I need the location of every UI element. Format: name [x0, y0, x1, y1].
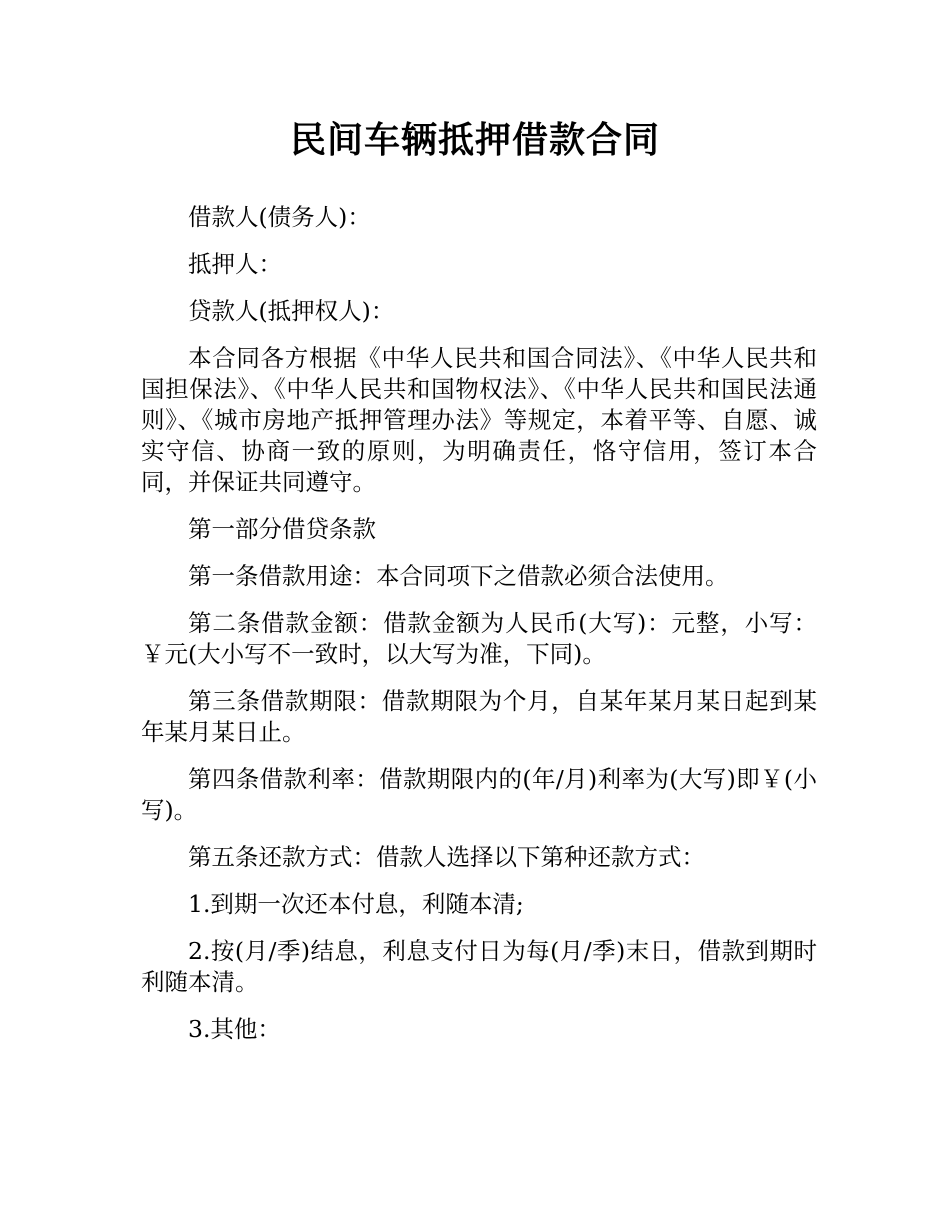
article-2-amount: 第二条借款金额：借款金额为人民币(大写)：元整，小写：￥元(大小写不一致时，以大写为准，下同)。 [141, 609, 817, 668]
document-title: 民间车辆抵押借款合同 [289, 120, 660, 161]
repayment-option-3: 3.其他： [188, 1015, 281, 1043]
article-5-repayment: 第五条还款方式：借款人选择以下第种还款方式： [188, 843, 705, 871]
document-body [141, 202, 817, 1061]
mortgagor-line: 抵押人： [188, 250, 282, 278]
borrower-line: 借款人(债务人)： [188, 203, 371, 231]
article-1-purpose: 第一条借款用途：本合同项下之借款必须合法使用。 [188, 562, 729, 590]
repayment-option-1: 1.到期一次还本付息，利随本清; [188, 890, 524, 918]
preamble-paragraph: 本合同各方根据《中华人民共和国合同法》、《中华人民共和国担保法》、《中华人民共和国物权法》、《中华人民共和国民法通则》、《城市房地产抵押管理办法》等规定，本着平等、自愿、诚实守信、协商一致的原则，为明确责任，恪守信用，签订本合同，并保证共同遵守。 [141, 344, 817, 496]
section-heading-part-one: 第一部分借贷条款 [188, 515, 376, 543]
lender-line: 贷款人(抵押权人)： [188, 297, 395, 325]
repayment-option-2: 2.按(月/季)结息，利息支付日为每(月/季)末日，借款到期时利随本清。 [141, 937, 817, 996]
article-3-term: 第三条借款期限：借款期限为个月，自某年某月某日起到某年某月某日止。 [141, 687, 817, 746]
article-4-interest-rate: 第四条借款利率：借款期限内的(年/月)利率为(大写)即￥(小写)。 [141, 765, 817, 824]
